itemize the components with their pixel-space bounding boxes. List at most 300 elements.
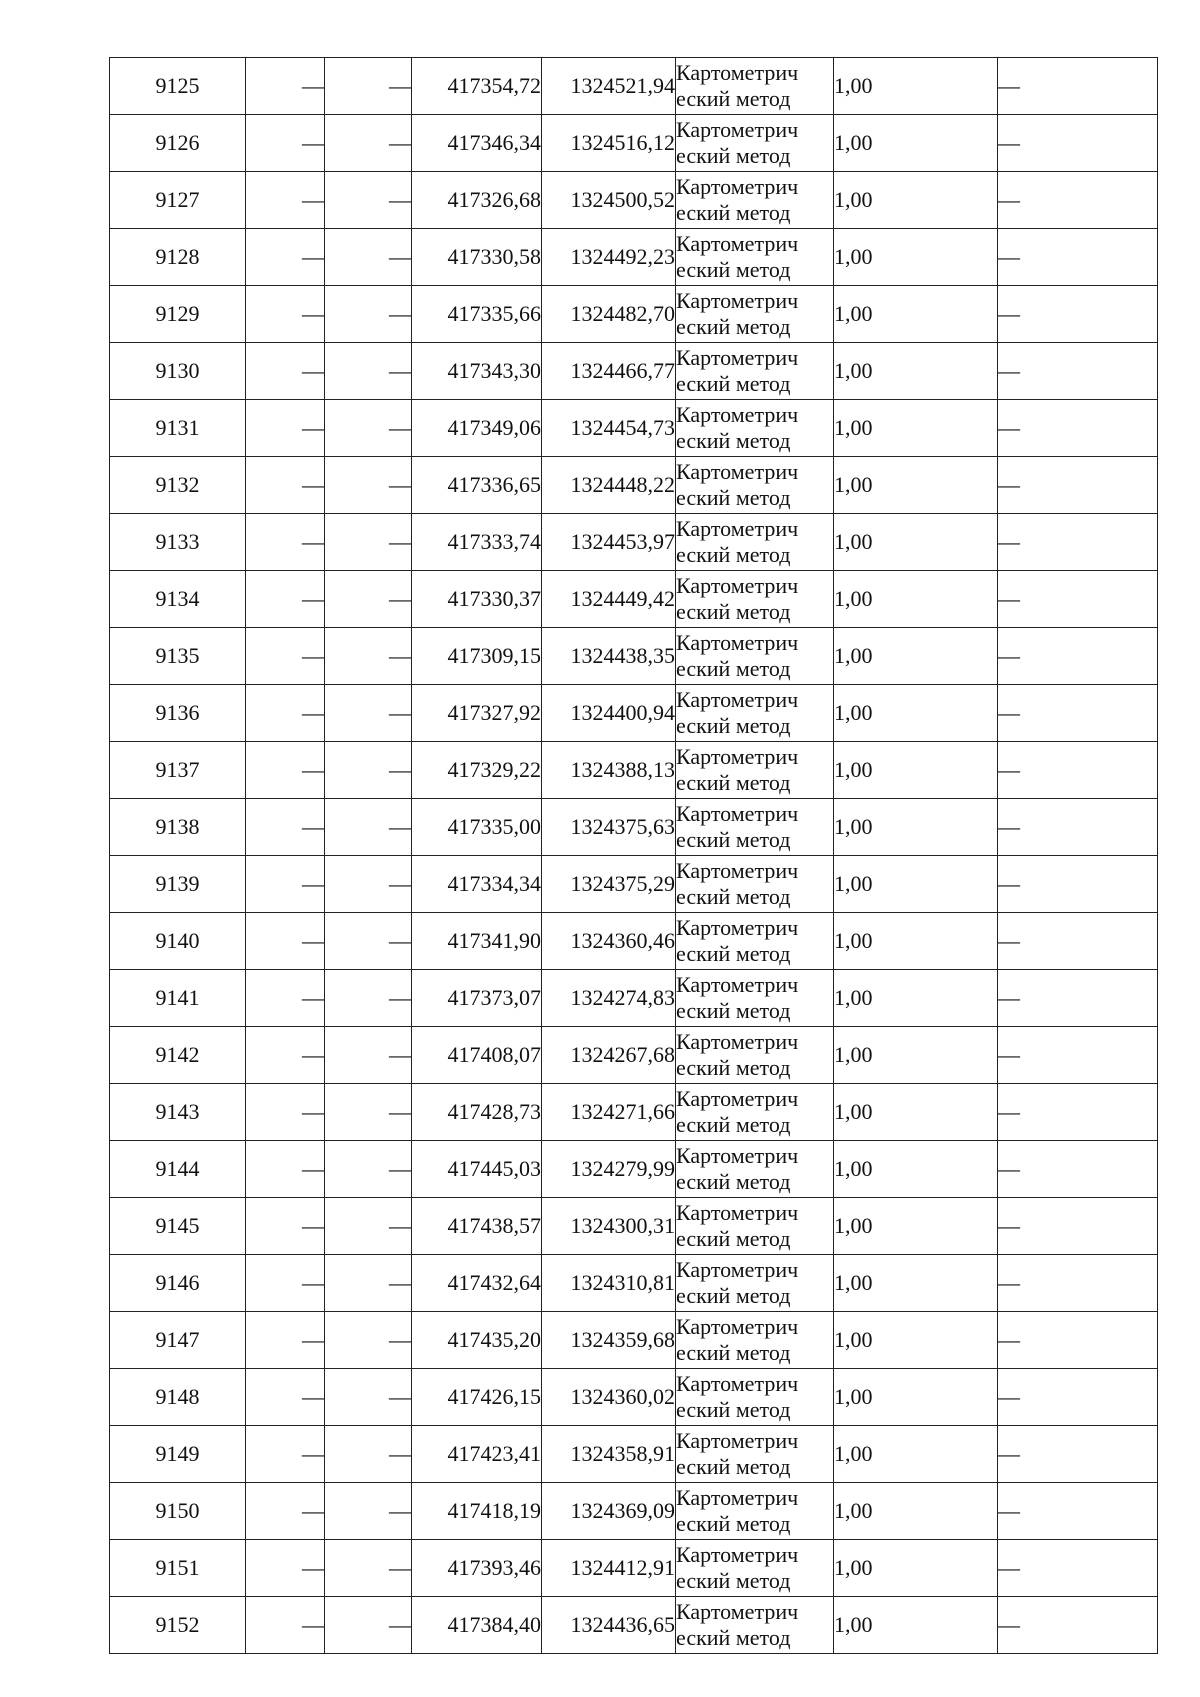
- existing-y-cell: —: [325, 1312, 412, 1369]
- method-text-line-2: еский метод: [676, 200, 791, 225]
- coordinates-table: [109, 57, 1158, 1654]
- point-number-cell: 9133: [110, 514, 246, 571]
- method-text-line-1: Картометрич: [676, 345, 799, 370]
- method-text-line-2: еский метод: [676, 314, 791, 339]
- accuracy-cell: 1,00: [834, 172, 998, 229]
- method-text-line-1: Картометрич: [676, 1029, 799, 1054]
- method-cell: [676, 1198, 834, 1255]
- method-text-line-1: Картометрич: [676, 1314, 799, 1339]
- method-cell: [676, 1597, 834, 1654]
- method-text-line-1: Картометрич: [676, 60, 799, 85]
- y-coordinate-cell: 1324267,68: [542, 1027, 676, 1084]
- method-text-line-1: Картометрич: [676, 402, 799, 427]
- x-coordinate-cell: 417343,30: [412, 343, 542, 400]
- method-text-line-1: Картометрич: [676, 1542, 799, 1567]
- description-cell: —: [998, 58, 1158, 115]
- table-row: [110, 1369, 1158, 1426]
- y-coordinate-cell: 1324500,52: [542, 172, 676, 229]
- existing-x-cell: —: [246, 1483, 325, 1540]
- method-cell: [676, 571, 834, 628]
- description-cell: —: [998, 1198, 1158, 1255]
- method-text-line-1: Картометрич: [676, 1200, 799, 1225]
- method-cell: [676, 1426, 834, 1483]
- y-coordinate-cell: 1324448,22: [542, 457, 676, 514]
- existing-x-cell: —: [246, 58, 325, 115]
- existing-x-cell: —: [246, 742, 325, 799]
- accuracy-cell: 1,00: [834, 1540, 998, 1597]
- table-row: [110, 1312, 1158, 1369]
- point-number-cell: 9126: [110, 115, 246, 172]
- x-coordinate-cell: 417333,74: [412, 514, 542, 571]
- table-row: [110, 799, 1158, 856]
- x-coordinate-cell: 417335,66: [412, 286, 542, 343]
- method-text-line-2: еский метод: [676, 1340, 791, 1365]
- accuracy-cell: 1,00: [834, 799, 998, 856]
- description-cell: —: [998, 1540, 1158, 1597]
- description-cell: —: [998, 856, 1158, 913]
- x-coordinate-cell: 417408,07: [412, 1027, 542, 1084]
- existing-y-cell: —: [325, 1597, 412, 1654]
- table-row: [110, 628, 1158, 685]
- x-coordinate-cell: 417426,15: [412, 1369, 542, 1426]
- description-cell: —: [998, 400, 1158, 457]
- accuracy-cell: 1,00: [834, 457, 998, 514]
- method-text-line-2: еский метод: [676, 1625, 791, 1650]
- point-number-cell: 9132: [110, 457, 246, 514]
- x-coordinate-cell: 417327,92: [412, 685, 542, 742]
- x-coordinate-cell: 417384,40: [412, 1597, 542, 1654]
- method-text-line-2: еский метод: [676, 86, 791, 111]
- existing-x-cell: —: [246, 400, 325, 457]
- accuracy-cell: 1,00: [834, 1597, 998, 1654]
- method-cell: [676, 799, 834, 856]
- x-coordinate-cell: 417435,20: [412, 1312, 542, 1369]
- x-coordinate-cell: 417354,72: [412, 58, 542, 115]
- accuracy-cell: 1,00: [834, 1198, 998, 1255]
- method-text-line-2: еский метод: [676, 1112, 791, 1137]
- existing-y-cell: —: [325, 1426, 412, 1483]
- x-coordinate-cell: 417330,37: [412, 571, 542, 628]
- table-row: [110, 286, 1158, 343]
- x-coordinate-cell: 417423,41: [412, 1426, 542, 1483]
- accuracy-cell: 1,00: [834, 1027, 998, 1084]
- description-cell: —: [998, 229, 1158, 286]
- y-coordinate-cell: 1324412,91: [542, 1540, 676, 1597]
- description-cell: —: [998, 1483, 1158, 1540]
- accuracy-cell: 1,00: [834, 1141, 998, 1198]
- y-coordinate-cell: 1324279,99: [542, 1141, 676, 1198]
- description-cell: —: [998, 970, 1158, 1027]
- method-text-line-2: еский метод: [676, 542, 791, 567]
- y-coordinate-cell: 1324358,91: [542, 1426, 676, 1483]
- y-coordinate-cell: 1324482,70: [542, 286, 676, 343]
- method-text-line-2: еский метод: [676, 1055, 791, 1080]
- accuracy-cell: 1,00: [834, 115, 998, 172]
- existing-x-cell: —: [246, 1027, 325, 1084]
- method-text-line-2: еский метод: [676, 656, 791, 681]
- point-number-cell: 9137: [110, 742, 246, 799]
- point-number-cell: 9125: [110, 58, 246, 115]
- x-coordinate-cell: 417336,65: [412, 457, 542, 514]
- method-text-line-2: еский метод: [676, 1226, 791, 1251]
- point-number-cell: 9143: [110, 1084, 246, 1141]
- method-cell: [676, 1483, 834, 1540]
- table-row: [110, 913, 1158, 970]
- accuracy-cell: 1,00: [834, 1084, 998, 1141]
- existing-x-cell: —: [246, 628, 325, 685]
- point-number-cell: 9147: [110, 1312, 246, 1369]
- x-coordinate-cell: 417341,90: [412, 913, 542, 970]
- method-cell: [676, 1084, 834, 1141]
- method-text-line-1: Картометрич: [676, 1485, 799, 1510]
- y-coordinate-cell: 1324436,65: [542, 1597, 676, 1654]
- table-row: [110, 856, 1158, 913]
- existing-x-cell: —: [246, 1255, 325, 1312]
- accuracy-cell: 1,00: [834, 1255, 998, 1312]
- y-coordinate-cell: 1324516,12: [542, 115, 676, 172]
- y-coordinate-cell: 1324271,66: [542, 1084, 676, 1141]
- method-cell: [676, 1255, 834, 1312]
- method-text-line-2: еский метод: [676, 941, 791, 966]
- method-cell: [676, 172, 834, 229]
- existing-y-cell: —: [325, 1027, 412, 1084]
- method-cell: [676, 457, 834, 514]
- description-cell: —: [998, 685, 1158, 742]
- accuracy-cell: 1,00: [834, 913, 998, 970]
- existing-y-cell: —: [325, 343, 412, 400]
- existing-y-cell: —: [325, 571, 412, 628]
- table-row: [110, 1483, 1158, 1540]
- accuracy-cell: 1,00: [834, 400, 998, 457]
- point-number-cell: 9140: [110, 913, 246, 970]
- existing-x-cell: —: [246, 229, 325, 286]
- table-row: [110, 685, 1158, 742]
- accuracy-cell: 1,00: [834, 571, 998, 628]
- accuracy-cell: 1,00: [834, 1369, 998, 1426]
- existing-y-cell: —: [325, 1084, 412, 1141]
- accuracy-cell: 1,00: [834, 286, 998, 343]
- point-number-cell: 9141: [110, 970, 246, 1027]
- accuracy-cell: 1,00: [834, 343, 998, 400]
- x-coordinate-cell: 417418,19: [412, 1483, 542, 1540]
- method-text-line-2: еский метод: [676, 1169, 791, 1194]
- method-text-line-1: Картометрич: [676, 516, 799, 541]
- existing-x-cell: —: [246, 913, 325, 970]
- description-cell: —: [998, 1312, 1158, 1369]
- table-row: [110, 1426, 1158, 1483]
- accuracy-cell: 1,00: [834, 742, 998, 799]
- table-row: [110, 457, 1158, 514]
- x-coordinate-cell: 417373,07: [412, 970, 542, 1027]
- description-cell: —: [998, 1084, 1158, 1141]
- method-text-line-1: Картометрич: [676, 687, 799, 712]
- table-row: [110, 1255, 1158, 1312]
- existing-y-cell: —: [325, 742, 412, 799]
- existing-x-cell: —: [246, 1084, 325, 1141]
- table-row: [110, 343, 1158, 400]
- x-coordinate-cell: 417438,57: [412, 1198, 542, 1255]
- y-coordinate-cell: 1324388,13: [542, 742, 676, 799]
- point-number-cell: 9135: [110, 628, 246, 685]
- y-coordinate-cell: 1324449,42: [542, 571, 676, 628]
- method-cell: [676, 115, 834, 172]
- description-cell: —: [998, 913, 1158, 970]
- y-coordinate-cell: 1324466,77: [542, 343, 676, 400]
- y-coordinate-cell: 1324369,09: [542, 1483, 676, 1540]
- existing-y-cell: —: [325, 1483, 412, 1540]
- table-row: [110, 970, 1158, 1027]
- method-cell: [676, 628, 834, 685]
- existing-x-cell: —: [246, 799, 325, 856]
- x-coordinate-cell: 417309,15: [412, 628, 542, 685]
- y-coordinate-cell: 1324359,68: [542, 1312, 676, 1369]
- accuracy-cell: 1,00: [834, 1312, 998, 1369]
- method-cell: [676, 343, 834, 400]
- method-text-line-1: Картометрич: [676, 630, 799, 655]
- method-cell: [676, 58, 834, 115]
- method-text-line-2: еский метод: [676, 1568, 791, 1593]
- method-text-line-1: Картометрич: [676, 858, 799, 883]
- table-row: [110, 571, 1158, 628]
- point-number-cell: 9136: [110, 685, 246, 742]
- method-text-line-2: еский метод: [676, 1397, 791, 1422]
- method-cell: [676, 742, 834, 799]
- existing-x-cell: —: [246, 457, 325, 514]
- description-cell: —: [998, 628, 1158, 685]
- table-row: [110, 514, 1158, 571]
- y-coordinate-cell: 1324521,94: [542, 58, 676, 115]
- x-coordinate-cell: 417330,58: [412, 229, 542, 286]
- existing-y-cell: —: [325, 457, 412, 514]
- method-text-line-2: еский метод: [676, 770, 791, 795]
- y-coordinate-cell: 1324310,81: [542, 1255, 676, 1312]
- description-cell: —: [998, 1255, 1158, 1312]
- y-coordinate-cell: 1324360,02: [542, 1369, 676, 1426]
- y-coordinate-cell: 1324400,94: [542, 685, 676, 742]
- method-text-line-1: Картометрич: [676, 972, 799, 997]
- x-coordinate-cell: 417445,03: [412, 1141, 542, 1198]
- existing-y-cell: —: [325, 514, 412, 571]
- y-coordinate-cell: 1324375,29: [542, 856, 676, 913]
- existing-y-cell: —: [325, 58, 412, 115]
- description-cell: —: [998, 343, 1158, 400]
- method-text-line-2: еский метод: [676, 713, 791, 738]
- existing-x-cell: —: [246, 286, 325, 343]
- x-coordinate-cell: 417349,06: [412, 400, 542, 457]
- method-text-line-1: Картометрич: [676, 231, 799, 256]
- existing-y-cell: —: [325, 286, 412, 343]
- table-row: [110, 400, 1158, 457]
- point-number-cell: 9145: [110, 1198, 246, 1255]
- point-number-cell: 9149: [110, 1426, 246, 1483]
- accuracy-cell: 1,00: [834, 685, 998, 742]
- table-row: [110, 1027, 1158, 1084]
- point-number-cell: 9130: [110, 343, 246, 400]
- existing-x-cell: —: [246, 856, 325, 913]
- table-row: [110, 742, 1158, 799]
- x-coordinate-cell: 417432,64: [412, 1255, 542, 1312]
- method-text-line-2: еский метод: [676, 1454, 791, 1479]
- method-text-line-1: Картометрич: [676, 1143, 799, 1168]
- method-cell: [676, 1540, 834, 1597]
- point-number-cell: 9148: [110, 1369, 246, 1426]
- method-text-line-1: Картометрич: [676, 1086, 799, 1111]
- existing-x-cell: —: [246, 1597, 325, 1654]
- point-number-cell: 9144: [110, 1141, 246, 1198]
- table-row: [110, 229, 1158, 286]
- existing-y-cell: —: [325, 1255, 412, 1312]
- method-text-line-2: еский метод: [676, 371, 791, 396]
- accuracy-cell: 1,00: [834, 514, 998, 571]
- description-cell: —: [998, 571, 1158, 628]
- existing-y-cell: —: [325, 799, 412, 856]
- y-coordinate-cell: 1324375,63: [542, 799, 676, 856]
- existing-y-cell: —: [325, 229, 412, 286]
- method-text-line-1: Картометрич: [676, 801, 799, 826]
- description-cell: —: [998, 1426, 1158, 1483]
- description-cell: —: [998, 457, 1158, 514]
- table-row: [110, 1084, 1158, 1141]
- method-text-line-1: Картометрич: [676, 174, 799, 199]
- existing-y-cell: —: [325, 172, 412, 229]
- x-coordinate-cell: 417334,34: [412, 856, 542, 913]
- existing-x-cell: —: [246, 1540, 325, 1597]
- accuracy-cell: 1,00: [834, 58, 998, 115]
- method-text-line-2: еский метод: [676, 884, 791, 909]
- description-cell: —: [998, 1141, 1158, 1198]
- y-coordinate-cell: 1324454,73: [542, 400, 676, 457]
- method-cell: [676, 1369, 834, 1426]
- method-cell: [676, 1312, 834, 1369]
- description-cell: —: [998, 1027, 1158, 1084]
- existing-y-cell: —: [325, 1198, 412, 1255]
- method-text-line-1: Картометрич: [676, 288, 799, 313]
- existing-x-cell: —: [246, 970, 325, 1027]
- method-text-line-2: еский метод: [676, 998, 791, 1023]
- method-cell: [676, 970, 834, 1027]
- existing-x-cell: —: [246, 571, 325, 628]
- existing-x-cell: —: [246, 1312, 325, 1369]
- y-coordinate-cell: 1324300,31: [542, 1198, 676, 1255]
- point-number-cell: 9152: [110, 1597, 246, 1654]
- accuracy-cell: 1,00: [834, 1426, 998, 1483]
- existing-y-cell: —: [325, 115, 412, 172]
- point-number-cell: 9129: [110, 286, 246, 343]
- point-number-cell: 9138: [110, 799, 246, 856]
- table-row: [110, 1597, 1158, 1654]
- existing-x-cell: —: [246, 1369, 325, 1426]
- description-cell: —: [998, 1597, 1158, 1654]
- description-cell: —: [998, 799, 1158, 856]
- method-cell: [676, 514, 834, 571]
- method-text-line-1: Картометрич: [676, 459, 799, 484]
- method-cell: [676, 685, 834, 742]
- table-row: [110, 1198, 1158, 1255]
- method-text-line-2: еский метод: [676, 428, 791, 453]
- existing-y-cell: —: [325, 1369, 412, 1426]
- accuracy-cell: 1,00: [834, 1483, 998, 1540]
- y-coordinate-cell: 1324274,83: [542, 970, 676, 1027]
- method-text-line-2: еский метод: [676, 599, 791, 624]
- accuracy-cell: 1,00: [834, 628, 998, 685]
- point-number-cell: 9139: [110, 856, 246, 913]
- method-cell: [676, 400, 834, 457]
- existing-y-cell: —: [325, 913, 412, 970]
- method-text-line-1: Картометрич: [676, 915, 799, 940]
- x-coordinate-cell: 417393,46: [412, 1540, 542, 1597]
- accuracy-cell: 1,00: [834, 970, 998, 1027]
- existing-y-cell: —: [325, 685, 412, 742]
- existing-y-cell: —: [325, 856, 412, 913]
- table-body: [110, 58, 1158, 1654]
- x-coordinate-cell: 417428,73: [412, 1084, 542, 1141]
- description-cell: —: [998, 115, 1158, 172]
- existing-x-cell: —: [246, 1141, 325, 1198]
- point-number-cell: 9128: [110, 229, 246, 286]
- method-cell: [676, 1027, 834, 1084]
- point-number-cell: 9127: [110, 172, 246, 229]
- method-text-line-1: Картометрич: [676, 744, 799, 769]
- existing-y-cell: —: [325, 400, 412, 457]
- x-coordinate-cell: 417329,22: [412, 742, 542, 799]
- method-text-line-1: Картометрич: [676, 1371, 799, 1396]
- description-cell: —: [998, 742, 1158, 799]
- description-cell: —: [998, 1369, 1158, 1426]
- method-text-line-1: Картометрич: [676, 573, 799, 598]
- point-number-cell: 9142: [110, 1027, 246, 1084]
- point-number-cell: 9151: [110, 1540, 246, 1597]
- method-text-line-1: Картометрич: [676, 1428, 799, 1453]
- method-text-line-1: Картометрич: [676, 1599, 799, 1624]
- y-coordinate-cell: 1324492,23: [542, 229, 676, 286]
- existing-x-cell: —: [246, 1198, 325, 1255]
- existing-x-cell: —: [246, 115, 325, 172]
- existing-y-cell: —: [325, 1141, 412, 1198]
- existing-x-cell: —: [246, 514, 325, 571]
- description-cell: —: [998, 514, 1158, 571]
- description-cell: —: [998, 286, 1158, 343]
- method-cell: [676, 1141, 834, 1198]
- table-row: [110, 172, 1158, 229]
- point-number-cell: 9131: [110, 400, 246, 457]
- method-cell: [676, 286, 834, 343]
- existing-x-cell: —: [246, 172, 325, 229]
- y-coordinate-cell: 1324360,46: [542, 913, 676, 970]
- existing-y-cell: —: [325, 628, 412, 685]
- description-cell: —: [998, 172, 1158, 229]
- x-coordinate-cell: 417346,34: [412, 115, 542, 172]
- existing-x-cell: —: [246, 1426, 325, 1483]
- method-text-line-2: еский метод: [676, 257, 791, 282]
- method-text-line-2: еский метод: [676, 827, 791, 852]
- method-text-line-2: еский метод: [676, 143, 791, 168]
- method-text-line-1: Картометрич: [676, 1257, 799, 1282]
- table-row: [110, 1141, 1158, 1198]
- existing-x-cell: —: [246, 343, 325, 400]
- method-text-line-1: Картометрич: [676, 117, 799, 142]
- method-cell: [676, 229, 834, 286]
- existing-y-cell: —: [325, 1540, 412, 1597]
- table-row: [110, 1540, 1158, 1597]
- existing-y-cell: —: [325, 970, 412, 1027]
- point-number-cell: 9150: [110, 1483, 246, 1540]
- point-number-cell: 9146: [110, 1255, 246, 1312]
- method-text-line-2: еский метод: [676, 485, 791, 510]
- method-text-line-2: еский метод: [676, 1511, 791, 1536]
- method-cell: [676, 856, 834, 913]
- existing-x-cell: —: [246, 685, 325, 742]
- x-coordinate-cell: 417335,00: [412, 799, 542, 856]
